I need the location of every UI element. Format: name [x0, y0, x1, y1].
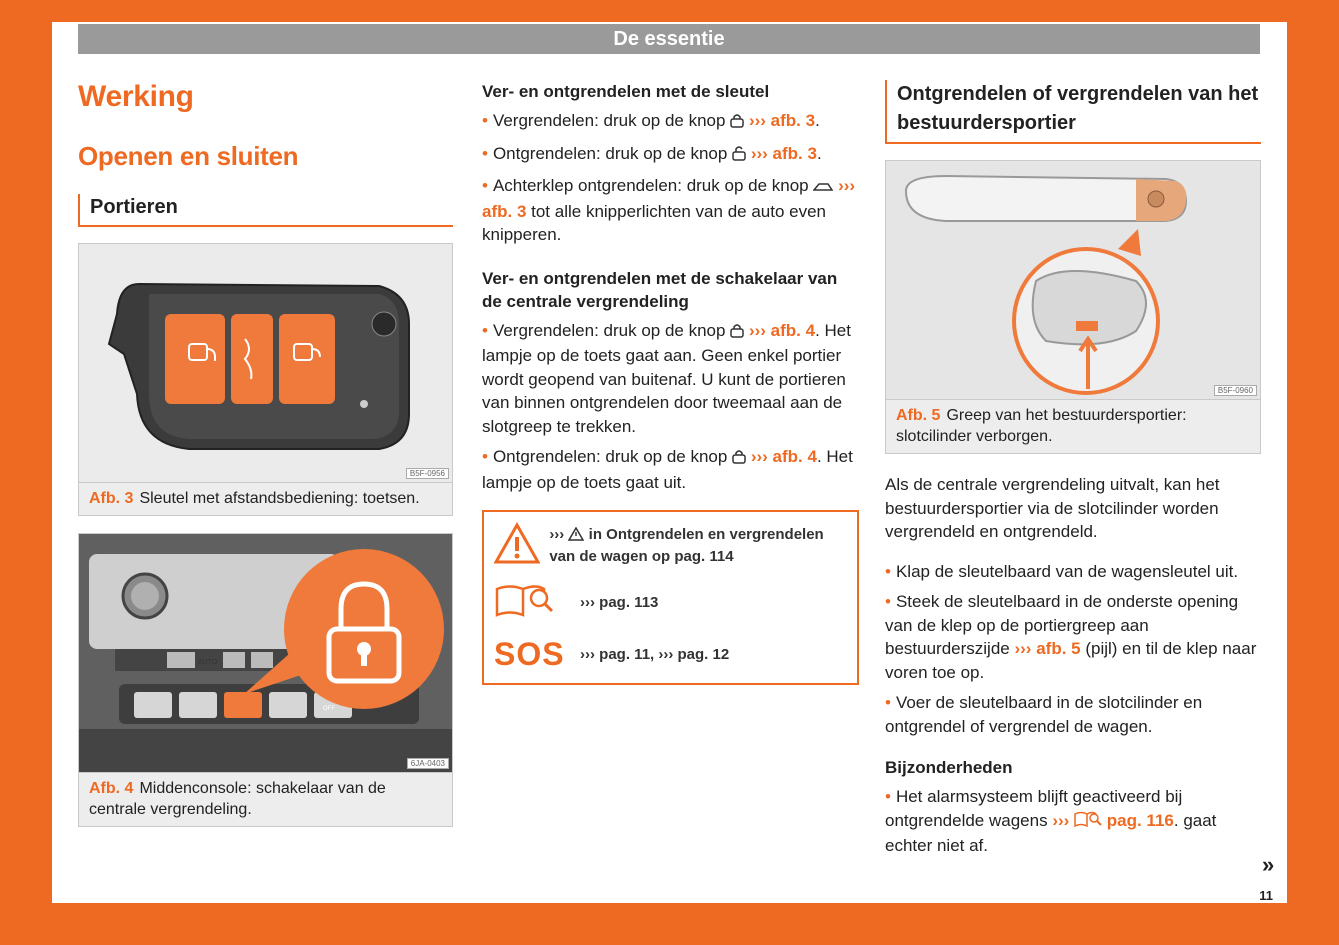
figure-link[interactable]: ››› afb. 4 — [750, 447, 817, 466]
figure-link[interactable]: ››› afb. 5 — [1014, 639, 1081, 658]
figure-link[interactable]: ››› afb. 3 — [748, 111, 816, 130]
figure-caption-text: Greep van het bestuurdersportier: slotcilinder verborgen. — [896, 407, 1187, 445]
lock-open-icon — [732, 144, 746, 168]
sos-icon: SOS — [494, 636, 565, 672]
section-header: De essentie — [78, 24, 1260, 54]
list-item: • Ontgrendelen: druk op de knop ››› afb. 3. — [482, 142, 860, 168]
subheading-bijzonderheden: Bijzonderheden — [885, 758, 1013, 777]
figure-code: 6JA-0403 — [407, 758, 449, 769]
heading-openen-sluiten: Openen en sluiten — [78, 141, 299, 171]
heading-werking: Werking — [78, 80, 194, 113]
page-reference[interactable]: ››› pag. 113 — [580, 593, 659, 611]
figure-link[interactable]: ››› afb. 3 — [750, 143, 817, 163]
figure-5 — [885, 160, 1261, 454]
figure-label: Afb. 3 — [89, 490, 134, 507]
column-left — [78, 80, 453, 827]
subheading-central-lock: Ver- en ontgrendelen met de schakelaar van de centrale vergrendeling — [482, 268, 838, 311]
lock-closed-icon — [732, 447, 746, 471]
figure-label: Afb. 4 — [89, 780, 134, 797]
manual-page — [52, 22, 1287, 903]
book-search-icon — [1074, 810, 1102, 835]
figure-label: Afb. 5 — [896, 407, 941, 424]
page-number: 11 — [1259, 888, 1273, 903]
column-right — [885, 80, 1261, 865]
page-reference[interactable]: ››› pag. 11, ››› pag. 12 — [580, 645, 730, 663]
figure-caption — [79, 772, 452, 826]
intro-paragraph: Als de centrale vergrendeling uitvalt, kan het bestuurdersportier via de slotcilinder worden vergrendeld en ontgrendeld. — [885, 475, 1220, 541]
list-item: • Vergrendelen: druk op de knop ››› afb. 3. — [482, 109, 860, 135]
figure-caption — [79, 482, 452, 515]
lock-closed-icon — [730, 111, 744, 135]
console-button-off: OFF — [323, 706, 335, 712]
warning-triangle-icon — [494, 522, 540, 569]
list-item: • Achterklep ontgrendelen: druk op de knop ››› afb. 3 tot alle knipperlichten van de auto even knipperen. — [482, 176, 856, 244]
tailgate-icon — [813, 176, 833, 200]
figure-code: B5F-0956 — [406, 468, 449, 479]
list-item: • Steek de sleutelbaard in de onderste opening van de klep op de portiergreep aan bestuurderszijde ››› afb. 5 (pijl) en til de klep naar voren toe op. — [885, 592, 1257, 682]
small-warning-icon — [568, 527, 584, 547]
heading-portieren: Portieren — [78, 194, 453, 227]
list-item: • Voer de sleutelbaard in de slotcilinder en ontgrendel of vergrendel de wagen. — [885, 693, 1203, 736]
page-link[interactable]: ››› pag. 116 — [1052, 811, 1174, 830]
door-handle-image — [886, 161, 1260, 399]
figure-caption — [886, 399, 1260, 453]
subheading-key: Ver- en ontgrendelen met de sleutel — [482, 82, 770, 101]
book-search-icon — [494, 581, 556, 624]
list-item: • Ontgrendelen: druk op de knop ››› afb. 4. Het lampje op de toets gaat uit. — [482, 447, 853, 492]
warning-row — [494, 522, 847, 569]
warning-box — [482, 510, 859, 685]
figure-link[interactable]: ››› afb. 4 — [748, 320, 816, 340]
warning-reference[interactable]: ››› in Ontgrendelen en vergrendelen van de wagen op pag. 114 — [549, 525, 824, 565]
next-page-indicator[interactable]: » — [1262, 852, 1275, 877]
center-console-image — [79, 534, 452, 772]
list-item: • Het alarmsysteem blijft geactiveerd bij ontgrendelde wagens ››› pag. 116. gaat echter niet af. — [885, 787, 1217, 855]
list-item: • Vergrendelen: druk op de knop ››› afb. 4. Het lampje op de toets gaat aan. Geen enkel portier wordt geopend van buitenaf. U kunt de portieren van binnen ontgrendelen door tweemaal aan de slotgreep te trekken. — [482, 320, 851, 436]
lock-closed-icon — [730, 321, 744, 345]
figure-caption-text: Sleutel met afstandsbediening: toetsen. — [139, 490, 420, 507]
figure-3 — [78, 243, 453, 516]
figure-code: B5F-0960 — [1214, 385, 1257, 396]
key-fob-image — [79, 244, 452, 482]
warning-row — [494, 581, 847, 624]
figure-caption-text: Middenconsole: schakelaar van de centrale vergrendeling. — [89, 780, 386, 818]
list-item: • Klap de sleutelbaard van de wagensleutel uit. — [885, 561, 1239, 581]
column-middle — [482, 80, 860, 685]
figure-4 — [78, 533, 453, 827]
figure-link[interactable]: ››› afb. 3 — [482, 176, 856, 221]
warning-row — [494, 636, 847, 673]
heading-driver-door: Ontgrendelen of vergrendelen van het bestuurdersportier — [885, 80, 1261, 144]
console-button-auto: AUTO — [198, 659, 218, 666]
